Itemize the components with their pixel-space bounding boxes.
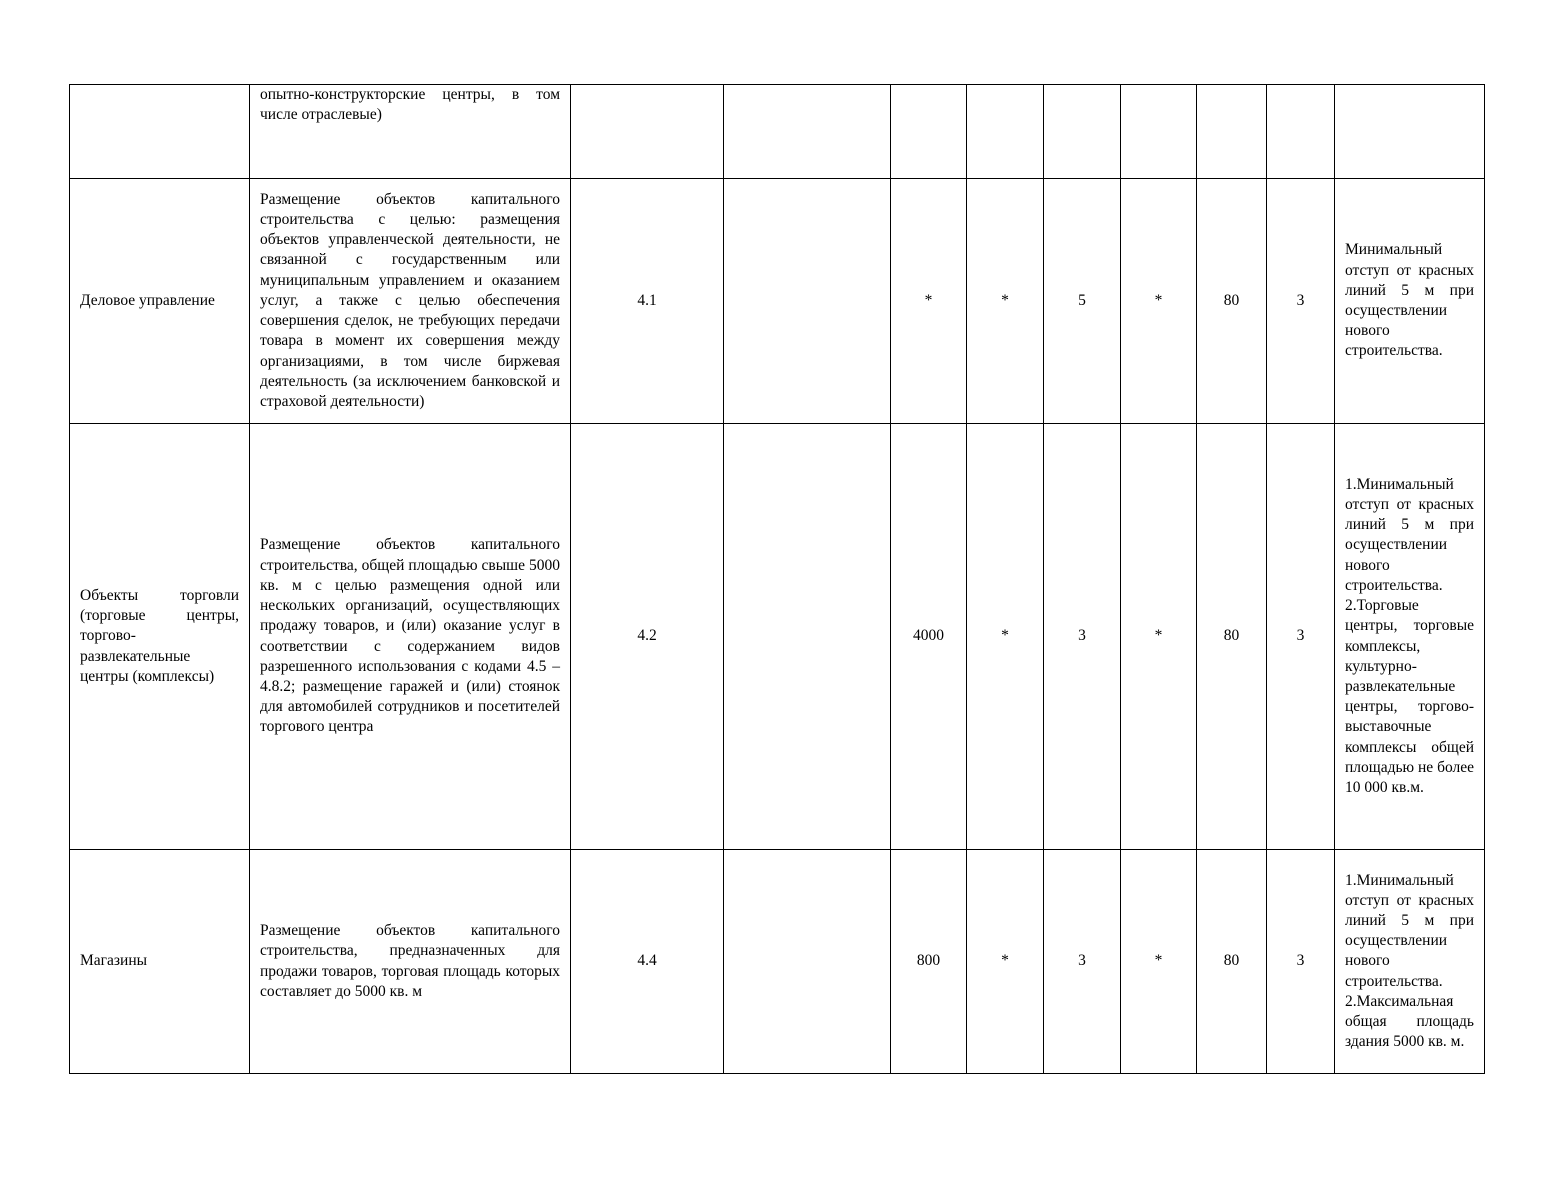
description-cell: Размещение объектов капитального строительства, предназначенных для продажи товаров, торговая площадь которых составляет до 5000 кв. м: [250, 850, 571, 1074]
floors-cell: [1044, 85, 1121, 179]
description-cell: Размещение объектов капитального строительства с целью: размещения объектов управленческой деятельности, не связанной с государственным или муниципальным управлением и оказанием услуг, а также с целью обеспечения совершения сделок, не требующих передачи товара в момент их совершения между организациями, в том числе биржевая деятельность (за исключением банковской и страховой деятельности): [250, 179, 571, 424]
min-area-cell: *: [891, 179, 967, 424]
note-cell: [1335, 424, 1485, 850]
note-item: 1.Минимальный отступ от красных линий 5 м при осуществлении нового строительства.: [1345, 475, 1474, 594]
note-item: 2.Максимальная общая площадь здания 5000 кв. м.: [1345, 992, 1474, 1051]
description-cell: опытно-конструкторские центры, в том числе отраслевые): [250, 85, 571, 179]
min-area-cell: 4000: [891, 424, 967, 850]
code-cell: [571, 85, 724, 179]
table-row: [70, 85, 1485, 179]
param-cell: *: [967, 179, 1044, 424]
use-name-cell: Магазины: [70, 850, 250, 1074]
empty-cell: [724, 179, 891, 424]
floors-cell: 3: [1044, 850, 1121, 1074]
param-cell: [967, 85, 1044, 179]
table-row: [70, 850, 1485, 1074]
use-name-cell: Деловое управление: [70, 179, 250, 424]
param-cell: *: [967, 424, 1044, 850]
param-cell: *: [1121, 424, 1197, 850]
coverage-cell: 80: [1197, 179, 1267, 424]
regulations-table: [69, 84, 1485, 1074]
param-cell: *: [1121, 179, 1197, 424]
param-cell: [1267, 85, 1335, 179]
floors-cell: 3: [1044, 424, 1121, 850]
param-cell: 3: [1267, 179, 1335, 424]
note-cell: [1335, 85, 1485, 179]
empty-cell: [724, 85, 891, 179]
note-item: 1.Минимальный отступ от красных линий 5 м при осуществлении нового строительства.: [1345, 871, 1474, 990]
min-area-cell: [891, 85, 967, 179]
coverage-cell: 80: [1197, 850, 1267, 1074]
note-item: 2.Торговые центры, торговые комплексы, культурно-развлекательные центры, торгово-выставочные комплексы общей площадью не более 10 000 кв.м.: [1345, 597, 1474, 796]
min-area-cell: 800: [891, 850, 967, 1074]
use-name-cell: Объекты торговли (торговые центры, торгово-развлекательные центры (комплексы): [70, 424, 250, 850]
param-cell: 3: [1267, 424, 1335, 850]
table-row: [70, 179, 1485, 424]
note-cell: [1335, 850, 1485, 1074]
note-cell: Минимальный отступ от красных линий 5 м при осуществлении нового строительства.: [1335, 179, 1485, 424]
empty-cell: [724, 850, 891, 1074]
use-name-cell: [70, 85, 250, 179]
code-cell: 4.2: [571, 424, 724, 850]
table-row: [70, 424, 1485, 850]
description-cell: Размещение объектов капитального строительства, общей площадью свыше 5000 кв. м с целью размещения одной или нескольких организаций, осуществляющих продажу товаров, и (или) оказание услуг в соответствии с содержанием видов разрешенного использования с кодами 4.5 – 4.8.2; размещение гаражей и (или) стоянок для автомобилей сотрудников и посетителей торгового центра: [250, 424, 571, 850]
param-cell: *: [1121, 850, 1197, 1074]
param-cell: 3: [1267, 850, 1335, 1074]
param-cell: *: [967, 850, 1044, 1074]
empty-cell: [724, 424, 891, 850]
code-cell: 4.1: [571, 179, 724, 424]
param-cell: [1121, 85, 1197, 179]
floors-cell: 5: [1044, 179, 1121, 424]
code-cell: 4.4: [571, 850, 724, 1074]
coverage-cell: 80: [1197, 424, 1267, 850]
coverage-cell: [1197, 85, 1267, 179]
